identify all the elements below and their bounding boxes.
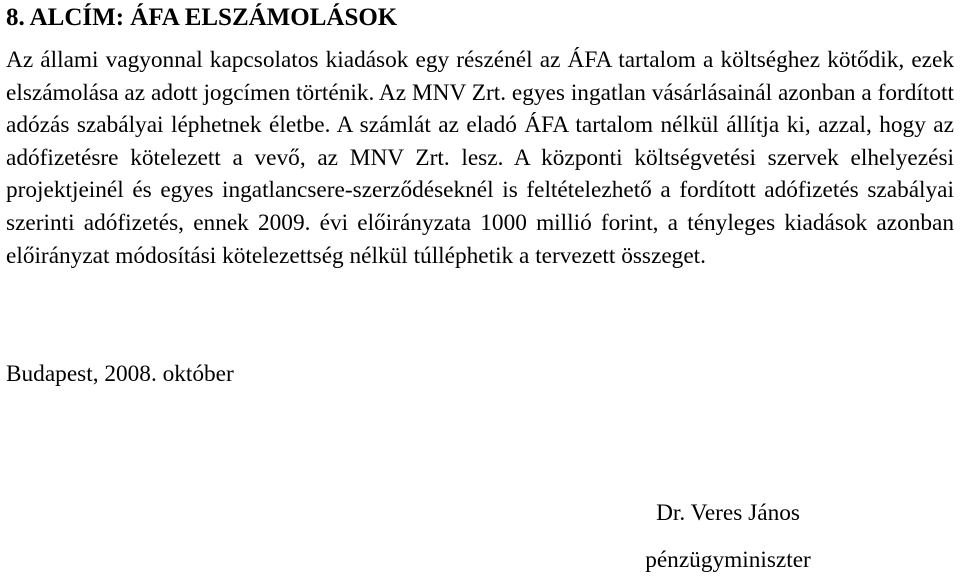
signature-block [628,490,828,584]
place-and-date: Budapest, 2008. október [6,361,234,387]
signatory-title: pénzügyminiszter [645,547,811,573]
section-heading: 8. ALCÍM: ÁFA ELSZÁMOLÁSOK [6,4,398,31]
signatory-name: Dr. Veres János [656,500,800,526]
body-paragraph: Az állami vagyonnal kapcsolatos kiadások egy részénél az ÁFA tartalom a költséghez kötődik, ezek elszámolása az adott jogcímen történik. Az MNV Zrt. egyes ingatlan vásárlásainál azonban a fordított adózás szabályai léphetnek életbe. A számlát az eladó ÁFA tartalom nélkül állítja ki, azzal, hogy az adófizetésre kötelezett a vevő, az MNV Zrt. lesz. A központi költségvetési szervek elhelyezési projektjeinél és egyes ingatlancsere-szerződéseknél is feltételezhető a fordított adófizetés szabályai szerinti adófizetés, ennek 2009. évi előirányzata 1000 millió forint, a tényleges kiadások azonban előirányzat módosítási kötelezettség nélkül túlléphetik a tervezett összeget. [6,47,954,269]
